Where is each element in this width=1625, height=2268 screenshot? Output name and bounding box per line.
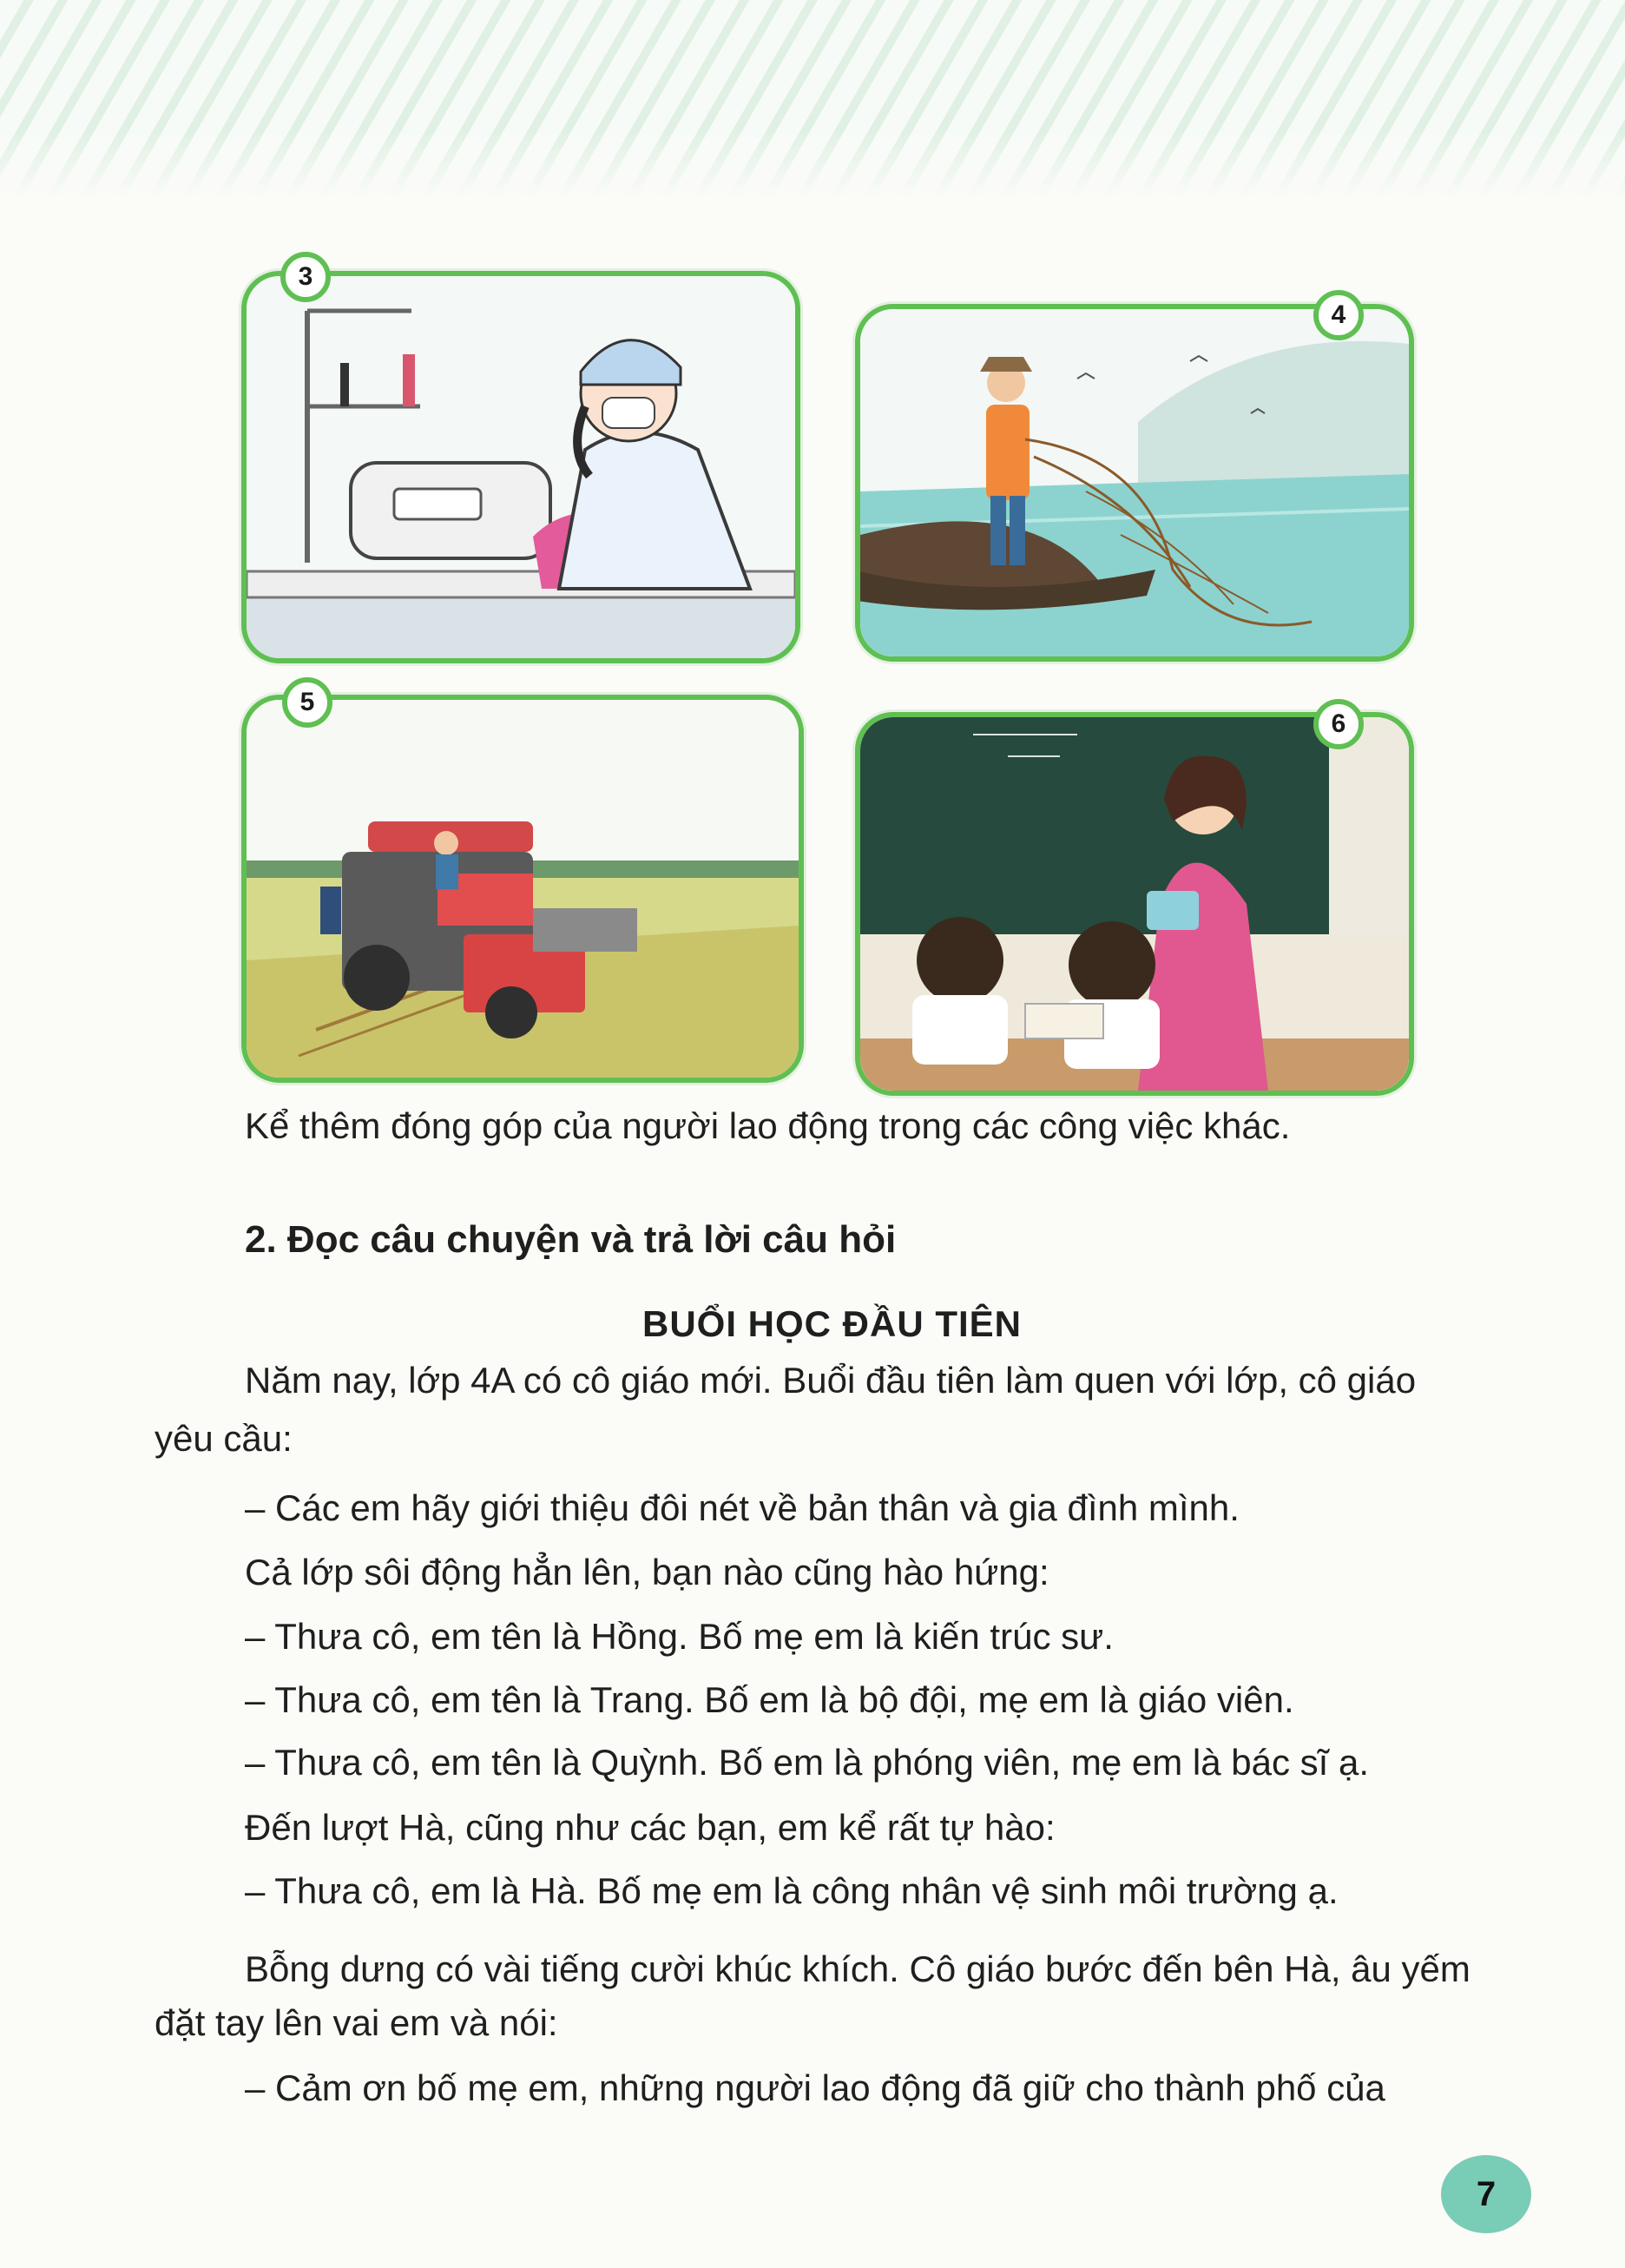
fisherman-picture (860, 309, 1409, 656)
illustration-6-teacher (855, 712, 1414, 1096)
story-line-2: yêu cầu: (155, 1418, 293, 1459)
sewing-worker-picture (247, 276, 795, 658)
illustration-4-fisherman (855, 304, 1414, 662)
illustration-number-3: 3 (280, 252, 331, 302)
illustration-5-harvester (241, 695, 804, 1083)
story-line-6: – Thưa cô, em tên là Trang. Bố em là bộ đội, mẹ em là giáo viên. (245, 1679, 1294, 1720)
story-line-12: – Cảm ơn bố mẹ em, những người lao động đã giữ cho thành phố của (245, 2067, 1385, 2108)
illustration-number-4: 4 (1313, 290, 1364, 340)
story-line-3: – Các em hãy giới thiệu đôi nét về bản thân và gia đình mình. (245, 1487, 1240, 1528)
story-line-8: Đến lượt Hà, cũng như các bạn, em kể rất tự hào: (245, 1807, 1056, 1848)
story-line-5: – Thưa cô, em tên là Hồng. Bố mẹ em là kiến trúc sư. (245, 1616, 1114, 1657)
harvester-picture (247, 700, 799, 1078)
illustration-3-sewing-worker (241, 271, 800, 663)
top-band-fade (0, 130, 1625, 200)
section-2-heading: 2. Đọc câu chuyện và trả lời câu hỏi (245, 1218, 897, 1261)
story-line-7: – Thưa cô, em tên là Quỳnh. Bố em là phóng viên, mẹ em là bác sĩ ạ. (245, 1742, 1370, 1783)
page-number: 7 (1441, 2155, 1531, 2233)
illustration-number-5: 5 (282, 677, 332, 728)
story-line-9: – Thưa cô, em là Hà. Bố mẹ em là công nhân vệ sinh môi trường ạ. (245, 1870, 1339, 1911)
story-title: BUỔI HỌC ĐẦU TIÊN (642, 1303, 1022, 1344)
illustration-number-6: 6 (1313, 699, 1364, 749)
story-line-10: Bỗng dưng có vài tiếng cười khúc khích. Cô giáo bước đến bên Hà, âu yếm (245, 1948, 1470, 1989)
teacher-picture (860, 717, 1409, 1091)
story-line-1: Năm nay, lớp 4A có cô giáo mới. Buổi đầu tiên làm quen với lớp, cô giáo (245, 1360, 1417, 1401)
activity-prompt: Kể thêm đóng góp của người lao động trong các công việc khác. (245, 1105, 1291, 1146)
story-line-11: đặt tay lên vai em và nói: (155, 2002, 558, 2043)
story-line-4: Cả lớp sôi động hẳn lên, bạn nào cũng hào hứng: (245, 1552, 1049, 1592)
